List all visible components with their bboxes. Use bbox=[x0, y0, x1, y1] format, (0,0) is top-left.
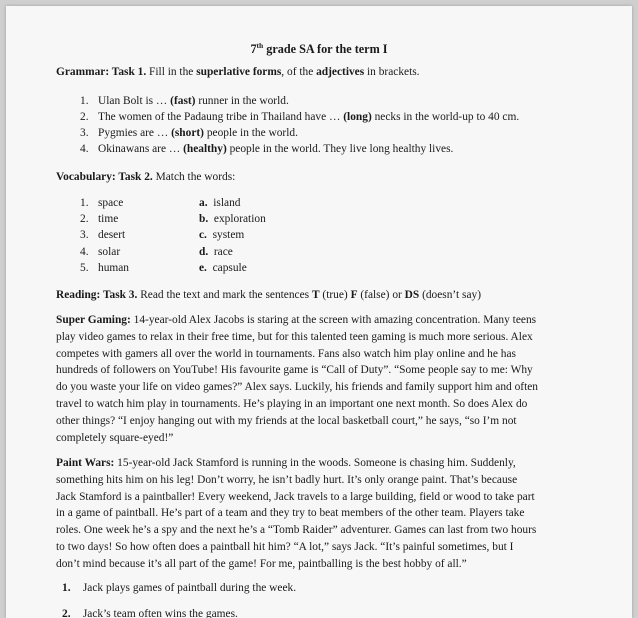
vocab-word: island bbox=[213, 197, 241, 209]
grammar-heading: Grammar: Task 1. bbox=[56, 66, 147, 78]
vocab-left-item bbox=[80, 260, 129, 277]
paragraph-line bbox=[56, 312, 596, 329]
vocab-left-item bbox=[80, 211, 118, 228]
vocab-number: 2. bbox=[80, 213, 89, 225]
vocab-word: desert bbox=[98, 229, 126, 241]
reading-ds-mark: DS bbox=[404, 289, 420, 301]
vocab-left-item bbox=[80, 227, 125, 244]
item-text: necks in the world-up to 40 cm. bbox=[371, 111, 520, 123]
vocab-right-item bbox=[199, 260, 247, 277]
vocab-right-item bbox=[199, 211, 266, 228]
paragraph-line: completely square-eyed!” bbox=[56, 431, 174, 444]
grammar-instr-a: Fill in the bbox=[146, 66, 197, 78]
super-gaming-paragraph bbox=[56, 312, 596, 446]
item-number: 4. bbox=[80, 143, 89, 155]
item-adjective: (healthy) bbox=[183, 143, 227, 155]
vocab-left-item bbox=[80, 195, 123, 212]
paragraph-line: travel to watch him play in tournaments. He’s playing in an important one next month. So does Alex do bbox=[56, 397, 528, 410]
grammar-instruction bbox=[56, 64, 420, 81]
item-adjective: (long) bbox=[343, 111, 372, 123]
statement-number: 2. bbox=[62, 608, 71, 618]
grammar-instr-d: adjectives bbox=[316, 66, 365, 78]
page-title bbox=[6, 38, 632, 58]
vocabulary-instruction bbox=[56, 169, 235, 186]
vocab-number: 5. bbox=[80, 262, 89, 274]
vocab-word: capsule bbox=[212, 262, 247, 274]
vocab-right-item bbox=[199, 244, 233, 261]
item-number: 1. bbox=[80, 95, 89, 107]
item-adjective: (fast) bbox=[170, 95, 196, 107]
grammar-item bbox=[80, 141, 453, 158]
vocab-letter: e. bbox=[199, 262, 207, 274]
vocab-number: 1. bbox=[80, 197, 89, 209]
paint-wars-paragraph bbox=[56, 455, 596, 573]
paragraph-line: to two days! So how often does a paintball hit him? “A lot,” says Jack. “It’s painful sometimes, but I bbox=[56, 540, 514, 553]
vocab-letter: c. bbox=[199, 229, 207, 241]
vocab-word: race bbox=[213, 246, 233, 258]
worksheet-page bbox=[6, 6, 632, 618]
statement-number: 1. bbox=[62, 582, 71, 594]
vocab-word: time bbox=[98, 213, 119, 225]
item-text: Pygmies are … bbox=[98, 127, 172, 139]
vocab-right-item bbox=[199, 227, 244, 244]
vocab-letter: b. bbox=[199, 213, 209, 225]
grammar-item bbox=[80, 93, 289, 110]
vocab-letter: d. bbox=[199, 246, 209, 258]
vocab-number: 4. bbox=[80, 246, 89, 258]
line-text: 14-year-old Alex Jacobs is staring at the screen with amazing concentration. Many teens bbox=[130, 314, 537, 326]
paragraph-line: don’t mind because it’s all part of the game! For me, paintballing is the best hobby of all.” bbox=[56, 557, 467, 570]
statement-item bbox=[62, 606, 238, 618]
reading-instr-b: (true) bbox=[319, 289, 351, 301]
item-text: Ulan Bolt is … bbox=[98, 95, 171, 107]
reading-heading: Reading: Task 3. bbox=[56, 289, 138, 301]
line-text: 15-year-old Jack Stamford is running in the woods. Someone is chasing him. Suddenly, bbox=[114, 457, 516, 469]
vocab-left-item bbox=[80, 244, 120, 261]
vocab-word: system bbox=[212, 229, 245, 241]
grammar-instr-b: superlative forms bbox=[196, 66, 282, 78]
super-gaming-heading: Super Gaming: bbox=[56, 314, 131, 326]
reading-instr-d: (doesn’t say) bbox=[419, 289, 482, 301]
vocab-word: space bbox=[98, 197, 124, 209]
reading-instr-c: (false) or bbox=[357, 289, 405, 301]
item-text: The women of the Padaung tribe in Thailand have … bbox=[98, 111, 344, 123]
vocabulary-instr: Match the words: bbox=[152, 171, 236, 183]
grammar-instr-c: , of the bbox=[281, 66, 317, 78]
paragraph-line: roles. One week he’s a spy and the next he’s a “Tomb Raider” adventurer. Games can last from two hours bbox=[56, 524, 537, 537]
statement-item bbox=[62, 580, 296, 597]
paragraph-line: something hits him on his leg! Don’t worry, he isn’t badly hurt. It’s only orange paint. That’s because bbox=[56, 473, 518, 486]
title-grade: 7 bbox=[250, 42, 257, 57]
item-text: runner in the world. bbox=[195, 95, 289, 107]
statement-text: Jack plays games of paintball during the week. bbox=[82, 582, 297, 594]
vocab-right-item bbox=[199, 195, 240, 212]
vocab-word: human bbox=[98, 262, 130, 274]
reading-instruction bbox=[56, 287, 481, 304]
grammar-instr-e: in brackets. bbox=[364, 66, 420, 78]
paragraph-line: competes with gamers all over the world in tournaments. Fans also watch him play online and he has bbox=[56, 347, 516, 360]
item-text: Okinawans are … bbox=[98, 143, 184, 155]
reading-true-mark: T bbox=[311, 289, 320, 301]
item-text: people in the world. They live long healthy lives. bbox=[226, 143, 454, 155]
paint-wars-heading: Paint Wars: bbox=[56, 457, 115, 469]
paragraph-line: Jack Stamford is a paintballer! Every weekend, Jack travels to a large building, field or wood to take part bbox=[56, 490, 535, 503]
reading-false-mark: F bbox=[350, 289, 358, 301]
paragraph-line: play video games to relax in their free time, but for this talented teen gaming is much more serious. Alex bbox=[56, 330, 533, 343]
item-number: 3. bbox=[80, 127, 89, 139]
vocabulary-heading: Vocabulary: Task 2. bbox=[56, 171, 153, 183]
statement-text: Jack’s team often wins the games. bbox=[82, 608, 238, 618]
vocab-word: exploration bbox=[213, 213, 266, 225]
title-rest: grade SA for the term I bbox=[263, 42, 388, 57]
grammar-item bbox=[80, 125, 298, 142]
item-adjective: (short) bbox=[171, 127, 204, 139]
paragraph-line bbox=[56, 455, 596, 472]
item-text: people in the world. bbox=[203, 127, 298, 139]
grammar-item bbox=[80, 109, 519, 126]
paragraph-line: do you waste your life on video games?” Alex says. Luckily, his friends and family support him and often bbox=[56, 381, 538, 394]
paragraph-line: hundreds of followers on YouTube! His favourite game is “Call of Duty”. “Some people say to me: Why bbox=[56, 364, 533, 377]
item-number: 2. bbox=[80, 111, 89, 123]
paragraph-line: other things? “I enjoy hanging out with my friends at the local basketball court,” he says, “so I’m not bbox=[56, 414, 517, 427]
vocab-number: 3. bbox=[80, 229, 89, 241]
title-sup: th bbox=[256, 41, 264, 50]
reading-instr-a: Read the text and mark the sentences bbox=[137, 289, 312, 301]
vocab-letter: a. bbox=[199, 197, 208, 209]
vocab-word: solar bbox=[98, 246, 121, 258]
paragraph-line: in a game of paintball. He’s part of a team and they try to beat members of the other team. Players take bbox=[56, 507, 525, 520]
